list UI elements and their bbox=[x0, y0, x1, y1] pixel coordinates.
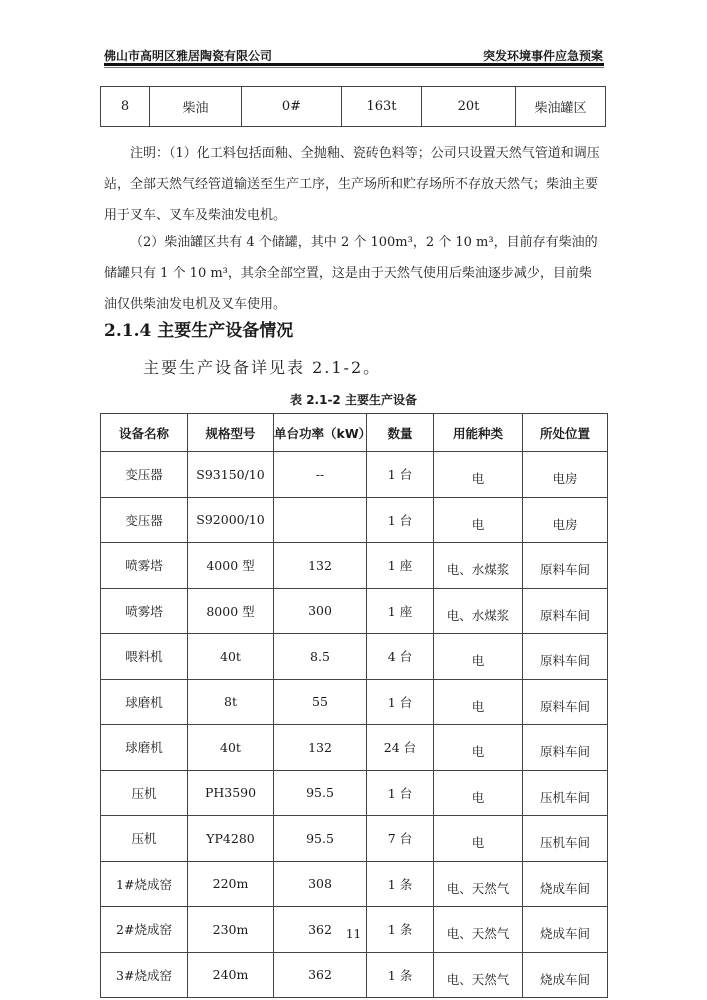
table-row bbox=[101, 679, 608, 725]
header-rule-thin bbox=[104, 67, 604, 68]
table-cell: 8.5 bbox=[274, 634, 367, 680]
table-row bbox=[101, 816, 608, 862]
table-cell: 电 bbox=[434, 725, 523, 771]
table-cell: PH3590 bbox=[188, 770, 274, 816]
table-cell: 1 条 bbox=[367, 861, 434, 907]
table-cell: 95.5 bbox=[274, 816, 367, 862]
table-cell: 132 bbox=[274, 725, 367, 771]
table-cell: 8 bbox=[101, 87, 150, 127]
column-header: 规格型号 bbox=[188, 414, 274, 452]
table-cell: 240m bbox=[188, 952, 274, 998]
table-row bbox=[101, 452, 608, 498]
previous-table-continuation bbox=[100, 86, 606, 127]
table-cell: 8000 型 bbox=[188, 588, 274, 634]
table-cell: 2#烧成窑 bbox=[101, 907, 188, 953]
table-row bbox=[101, 497, 608, 543]
table-cell: 230m bbox=[188, 907, 274, 953]
header-rule bbox=[104, 63, 604, 66]
table-cell: 电 bbox=[434, 497, 523, 543]
table-cell: 烧成车间 bbox=[523, 907, 608, 953]
table-cell: 1#烧成窑 bbox=[101, 861, 188, 907]
table-cell: 1 台 bbox=[367, 497, 434, 543]
table-cell: 1 条 bbox=[367, 952, 434, 998]
table-cell: 0# bbox=[242, 87, 342, 127]
table-cell: 电、天然气 bbox=[434, 907, 523, 953]
table-cell: 220m bbox=[188, 861, 274, 907]
table-cell: 362 bbox=[274, 907, 367, 953]
table-cell: S93150/10 bbox=[188, 452, 274, 498]
table-cell: 变压器 bbox=[101, 452, 188, 498]
table-cell: 55 bbox=[274, 679, 367, 725]
note-1-text: 注明：（1）化工料包括面釉、全抛釉、瓷砖色料等；公司只设置天然气管道和调压站，全部天然气经管道输送至生产工序，生产场所和贮存场所不存放天然气；柴油主要用于叉车、叉车及柴油发电机。 bbox=[104, 146, 600, 223]
table-cell: -- bbox=[274, 452, 367, 498]
table-header-row bbox=[101, 414, 608, 452]
table-row bbox=[101, 543, 608, 589]
table-cell: 308 bbox=[274, 861, 367, 907]
table-cell: 1 台 bbox=[367, 770, 434, 816]
table-cell: 球磨机 bbox=[101, 679, 188, 725]
table-cell: 变压器 bbox=[101, 497, 188, 543]
table-cell: S92000/10 bbox=[188, 497, 274, 543]
table-cell: YP4280 bbox=[188, 816, 274, 862]
table-cell: 3#烧成窑 bbox=[101, 952, 188, 998]
table-cell: 1 座 bbox=[367, 588, 434, 634]
table-cell: 压机车间 bbox=[523, 770, 608, 816]
table-cell: 电 bbox=[434, 770, 523, 816]
table-cell: 柴油 bbox=[150, 87, 242, 127]
equipment-table bbox=[100, 413, 608, 998]
table-row bbox=[101, 952, 608, 998]
table-cell: 电、水煤浆 bbox=[434, 588, 523, 634]
table-row bbox=[101, 588, 608, 634]
table-cell: 电、水煤浆 bbox=[434, 543, 523, 589]
section-heading: 2.1.4 主要生产设备情况 bbox=[104, 321, 294, 341]
table-row bbox=[101, 87, 606, 127]
table-cell: 163t bbox=[342, 87, 422, 127]
note-2-text: （2）柴油罐区共有 4 个储罐，其中 2 个 100m³，2 个 10 m³，目前存有柴油的储罐只有 1 个 10 m³，其余全部空置，这是由于天然气使用后柴油逐步减少，目前柴油仅供柴油发电机及叉车使用。 bbox=[104, 235, 598, 312]
table-cell: 7 台 bbox=[367, 816, 434, 862]
table-cell: 95.5 bbox=[274, 770, 367, 816]
table-cell: 24 台 bbox=[367, 725, 434, 771]
table-cell: 电、天然气 bbox=[434, 861, 523, 907]
table-cell: 原料车间 bbox=[523, 679, 608, 725]
table-cell: 喷雾塔 bbox=[101, 588, 188, 634]
table-cell: 喷雾塔 bbox=[101, 543, 188, 589]
note-paragraph-2 bbox=[104, 227, 604, 320]
table-row bbox=[101, 725, 608, 771]
table-cell: 电房 bbox=[523, 452, 608, 498]
table-cell: 20t bbox=[422, 87, 516, 127]
table-cell: 1 台 bbox=[367, 679, 434, 725]
table-cell: 300 bbox=[274, 588, 367, 634]
table-row bbox=[101, 634, 608, 680]
table-cell: 喂料机 bbox=[101, 634, 188, 680]
table-cell: 1 条 bbox=[367, 907, 434, 953]
table-cell: 1 台 bbox=[367, 452, 434, 498]
table-cell: 柴油罐区 bbox=[516, 87, 606, 127]
table-cell: 362 bbox=[274, 952, 367, 998]
note-paragraph-1 bbox=[104, 138, 604, 231]
table-cell: 原料车间 bbox=[523, 588, 608, 634]
table-cell: 1 座 bbox=[367, 543, 434, 589]
table-row bbox=[101, 861, 608, 907]
table-cell: 电 bbox=[434, 634, 523, 680]
table-cell: 压机 bbox=[101, 816, 188, 862]
table-row bbox=[101, 770, 608, 816]
table-cell: 电、天然气 bbox=[434, 952, 523, 998]
header-company: 佛山市高明区雅居陶瓷有限公司 bbox=[104, 49, 273, 63]
table-cell: 电房 bbox=[523, 497, 608, 543]
equipment-table-body bbox=[101, 452, 608, 998]
table-caption: 表 2.1-2 主要生产设备 bbox=[290, 393, 417, 407]
table-cell: 原料车间 bbox=[523, 543, 608, 589]
section-intro: 主要生产设备详见表 2.1-2。 bbox=[143, 358, 382, 377]
table-cell: 电 bbox=[434, 816, 523, 862]
table-cell: 压机 bbox=[101, 770, 188, 816]
table-cell: 132 bbox=[274, 543, 367, 589]
table-cell: 烧成车间 bbox=[523, 861, 608, 907]
column-header: 数量 bbox=[367, 414, 434, 452]
table-cell: 40t bbox=[188, 725, 274, 771]
table-cell bbox=[274, 497, 367, 543]
table-cell: 4 台 bbox=[367, 634, 434, 680]
table-cell: 40t bbox=[188, 634, 274, 680]
table-cell: 8t bbox=[188, 679, 274, 725]
column-header: 单台功率（kW） bbox=[274, 414, 367, 452]
table-cell: 电 bbox=[434, 679, 523, 725]
header-doc-title: 突发环境事件应急预案 bbox=[482, 49, 603, 63]
page-number: 11 bbox=[345, 927, 362, 941]
table-cell: 原料车间 bbox=[523, 634, 608, 680]
column-header: 所处位置 bbox=[523, 414, 608, 452]
column-header: 用能种类 bbox=[434, 414, 523, 452]
table-cell: 压机车间 bbox=[523, 816, 608, 862]
column-header: 设备名称 bbox=[101, 414, 188, 452]
table-cell: 电 bbox=[434, 452, 523, 498]
table-cell: 原料车间 bbox=[523, 725, 608, 771]
table-cell: 球磨机 bbox=[101, 725, 188, 771]
table-cell: 4000 型 bbox=[188, 543, 274, 589]
table-cell: 烧成车间 bbox=[523, 952, 608, 998]
